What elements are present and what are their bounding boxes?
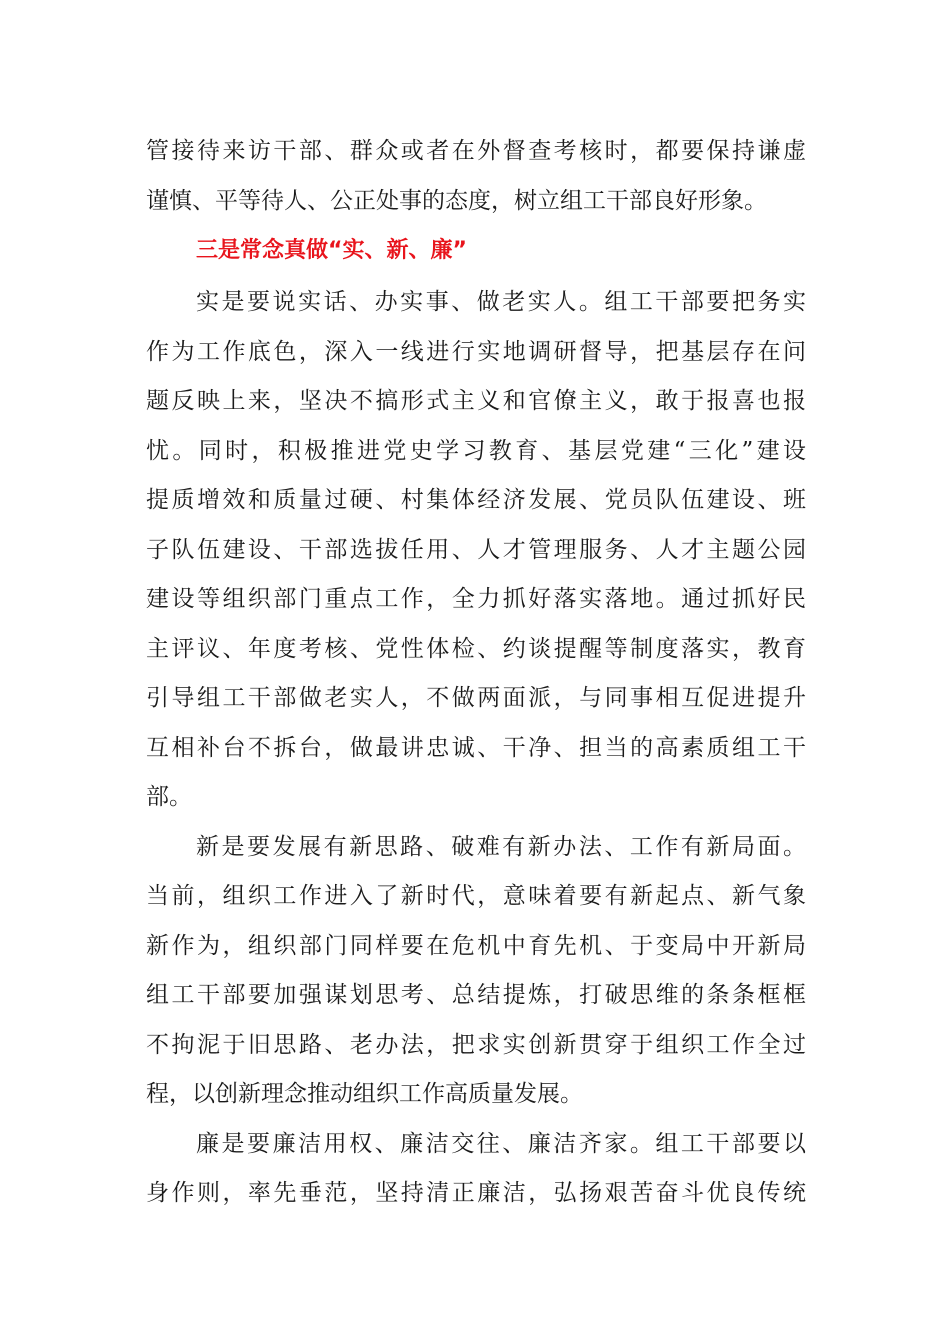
text-line: 部。 — [146, 784, 192, 810]
text-line: 引导组工干部做老实人，不做两面派，与同事相互促进提升 — [146, 685, 806, 711]
text-line: 当前，组织工作进入了新时代，意味着要有新起点、新气象 — [146, 883, 806, 909]
text-line: 新作为，组织部门同样要在危机中育先机、于变局中开新局 — [146, 933, 806, 959]
text-line: 实是要说实话、办实事、做老实人。组工干部要把务实 — [196, 289, 806, 315]
text-line: 子队伍建设、干部选拔任用、人才管理服务、人才主题公园 — [146, 537, 806, 563]
section-heading: 三是常念真做“实、新、廉” — [196, 238, 467, 263]
text-line: 廉是要廉洁用权、廉洁交往、廉洁齐家。组工干部要以 — [196, 1131, 806, 1157]
text-line: 提质增效和质量过硬、村集体经济发展、党员队伍建设、班 — [146, 487, 806, 513]
text-line: 谨慎、平等待人、公正处事的态度，树立组工干部良好形象。 — [146, 188, 767, 214]
text-line: 题反映上来，坚决不搞形式主义和官僚主义，敢于报喜也报 — [146, 388, 806, 414]
text-line: 身作则，率先垂范，坚持清正廉洁，弘扬艰苦奋斗优良传统 — [146, 1180, 806, 1206]
text-line: 建设等组织部门重点工作，全力抓好落实落地。通过抓好民 — [146, 586, 806, 612]
text-line: 管接待来访干部、群众或者在外督查考核时，都要保持谦虚 — [146, 138, 806, 164]
text-line: 主评议、年度考核、党性体检、约谈提醒等制度落实，教育 — [146, 636, 806, 662]
text-line: 新是要发展有新思路、破难有新办法、工作有新局面。 — [196, 834, 806, 860]
text-line: 组工干部要加强谋划思考、总结提炼，打破思维的条条框框 — [146, 982, 806, 1008]
text-line: 程，以创新理念推动组织工作高质量发展。 — [146, 1081, 583, 1107]
text-line: 忧。同时，积极推进党史学习教育、基层党建“三化”建设 — [146, 438, 806, 464]
text-line: 作为工作底色，深入一线进行实地调研督导，把基层存在问 — [146, 339, 806, 365]
text-line: 不拘泥于旧思路、老办法，把求实创新贯穿于组织工作全过 — [146, 1032, 806, 1058]
text-line: 互相补台不拆台，做最讲忠诚、干净、担当的高素质组工干 — [146, 735, 806, 761]
